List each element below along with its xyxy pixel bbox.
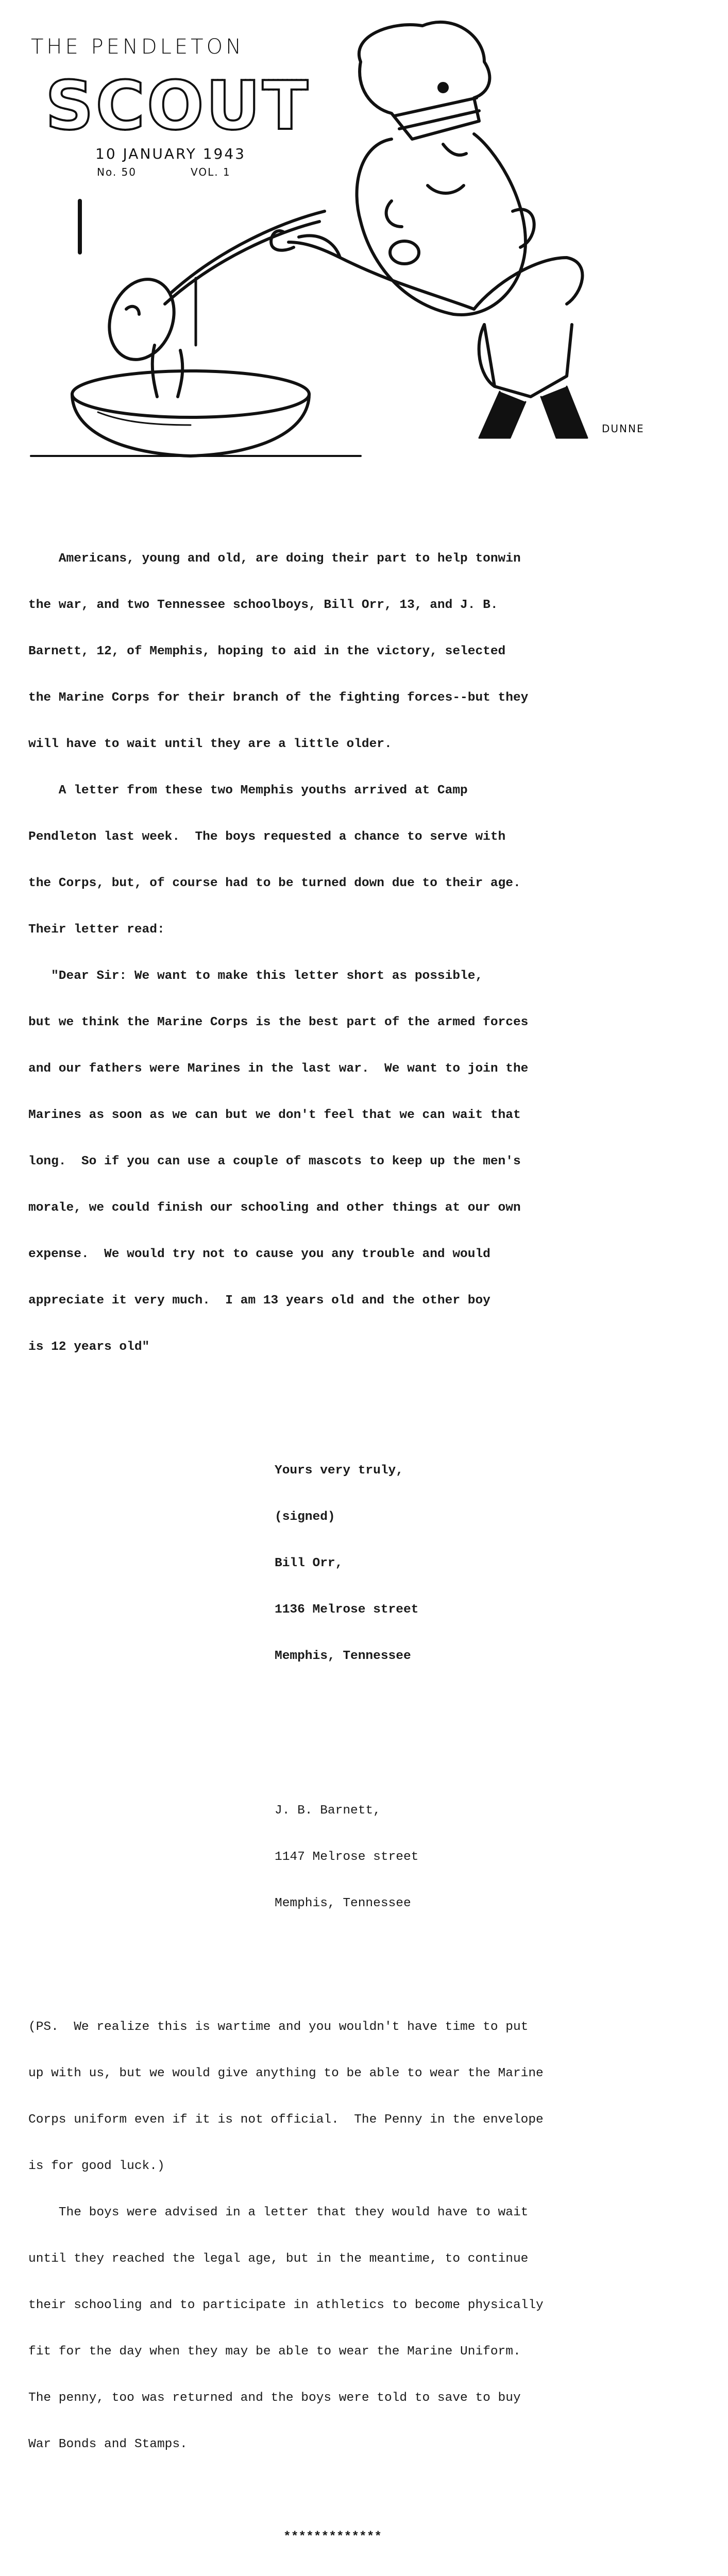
article-line: A letter from these two Memphis youths arrived at Camp bbox=[28, 784, 468, 798]
article-line: Corps uniform even if it is not official. The Penny in the envelope bbox=[28, 2113, 544, 2127]
article-line: until they reached the legal age, but in the meantime, to continue bbox=[28, 2252, 529, 2266]
article-line: "Dear Sir: We want to make this letter short as possible, bbox=[28, 969, 483, 983]
article-line: Their letter read: bbox=[28, 923, 165, 937]
article-line: (PS. We realize this is wartime and you wouldn't have time to put bbox=[28, 2020, 529, 2034]
artist-signature: DUNNE bbox=[602, 422, 645, 435]
article-line: The boys were advised in a letter that they would have to wait bbox=[28, 2206, 529, 2219]
article-line: Marines as soon as we can but we don't feel that we can wait that bbox=[28, 1108, 521, 1122]
article-line: their schooling and to participate in athletics to become physically bbox=[28, 2298, 544, 2312]
article-line: long. So if you can use a couple of mascots to keep up the men's bbox=[28, 1155, 521, 1168]
signature-line: (signed) bbox=[275, 1510, 335, 1524]
signature-block-barnett bbox=[28, 1772, 693, 1942]
section-separator: ************* bbox=[283, 2530, 382, 2544]
issue-date: 10 JANUARY 1943 bbox=[95, 145, 246, 162]
signature-block-orr bbox=[28, 1432, 693, 1695]
article-line: the Corps, but, of course had to be turned down due to their age. bbox=[28, 876, 521, 890]
article-line: the war, and two Tennessee schoolboys, Bill Orr, 13, and J. B. bbox=[28, 598, 498, 612]
signature-line: Bill Orr, bbox=[275, 1556, 343, 1570]
article-line: expense. We would try not to cause you any trouble and would bbox=[28, 1247, 490, 1261]
article-closing bbox=[28, 1989, 693, 2483]
article-intro bbox=[28, 520, 693, 1386]
article-line: up with us, but we would give anything to be able to wear the Marine bbox=[28, 2066, 544, 2080]
article-line: morale, we could finish our schooling and other things at our own bbox=[28, 1201, 521, 1215]
signature-line: J. B. Barnett, bbox=[275, 1804, 381, 1818]
signature-line: 1136 Melrose street bbox=[275, 1603, 419, 1617]
article-line: the Marine Corps for their branch of the fighting forces--but they bbox=[28, 691, 529, 705]
masthead bbox=[31, 31, 350, 185]
article-line: War Bonds and Stamps. bbox=[28, 2437, 188, 2451]
signature-line: Memphis, Tennessee bbox=[275, 1896, 411, 1910]
issue-number: No. 50 bbox=[97, 166, 137, 178]
article-line: Pendleton last week. The boys requested a chance to serve with bbox=[28, 830, 506, 844]
article-line: Barnett, 12, of Memphis, hoping to aid in the victory, selected bbox=[28, 645, 506, 658]
article-line: The penny, too was returned and the boys were told to save to buy bbox=[28, 2391, 521, 2405]
article-line: is for good luck.) bbox=[28, 2159, 165, 2173]
article-line: appreciate it very much. I am 13 years old and the other boy bbox=[28, 1294, 490, 1308]
signature-line: Yours very truly, bbox=[275, 1464, 403, 1478]
signature-line: Memphis, Tennessee bbox=[275, 1649, 411, 1663]
signature-line: 1147 Melrose street bbox=[275, 1850, 419, 1864]
article-line: is 12 years old" bbox=[28, 1340, 150, 1354]
masthead-pretitle: THE PENDLETON bbox=[31, 35, 245, 59]
article-line: will have to wait until they are a little older. bbox=[28, 737, 392, 751]
article-line: Americans, young and old, are doing their part to help tonwin bbox=[28, 552, 521, 566]
article-line: and our fathers were Marines in the last war. We want to join the bbox=[28, 1062, 529, 1076]
masthead-title: SCOUT bbox=[45, 66, 310, 145]
issue-volume: VOL. 1 bbox=[191, 166, 231, 178]
article-line: fit for the day when they may be able to wear the Marine Uniform. bbox=[28, 2345, 521, 2359]
article-line: but we think the Marine Corps is the best part of the armed forces bbox=[28, 1015, 529, 1029]
article-body bbox=[28, 489, 693, 2576]
